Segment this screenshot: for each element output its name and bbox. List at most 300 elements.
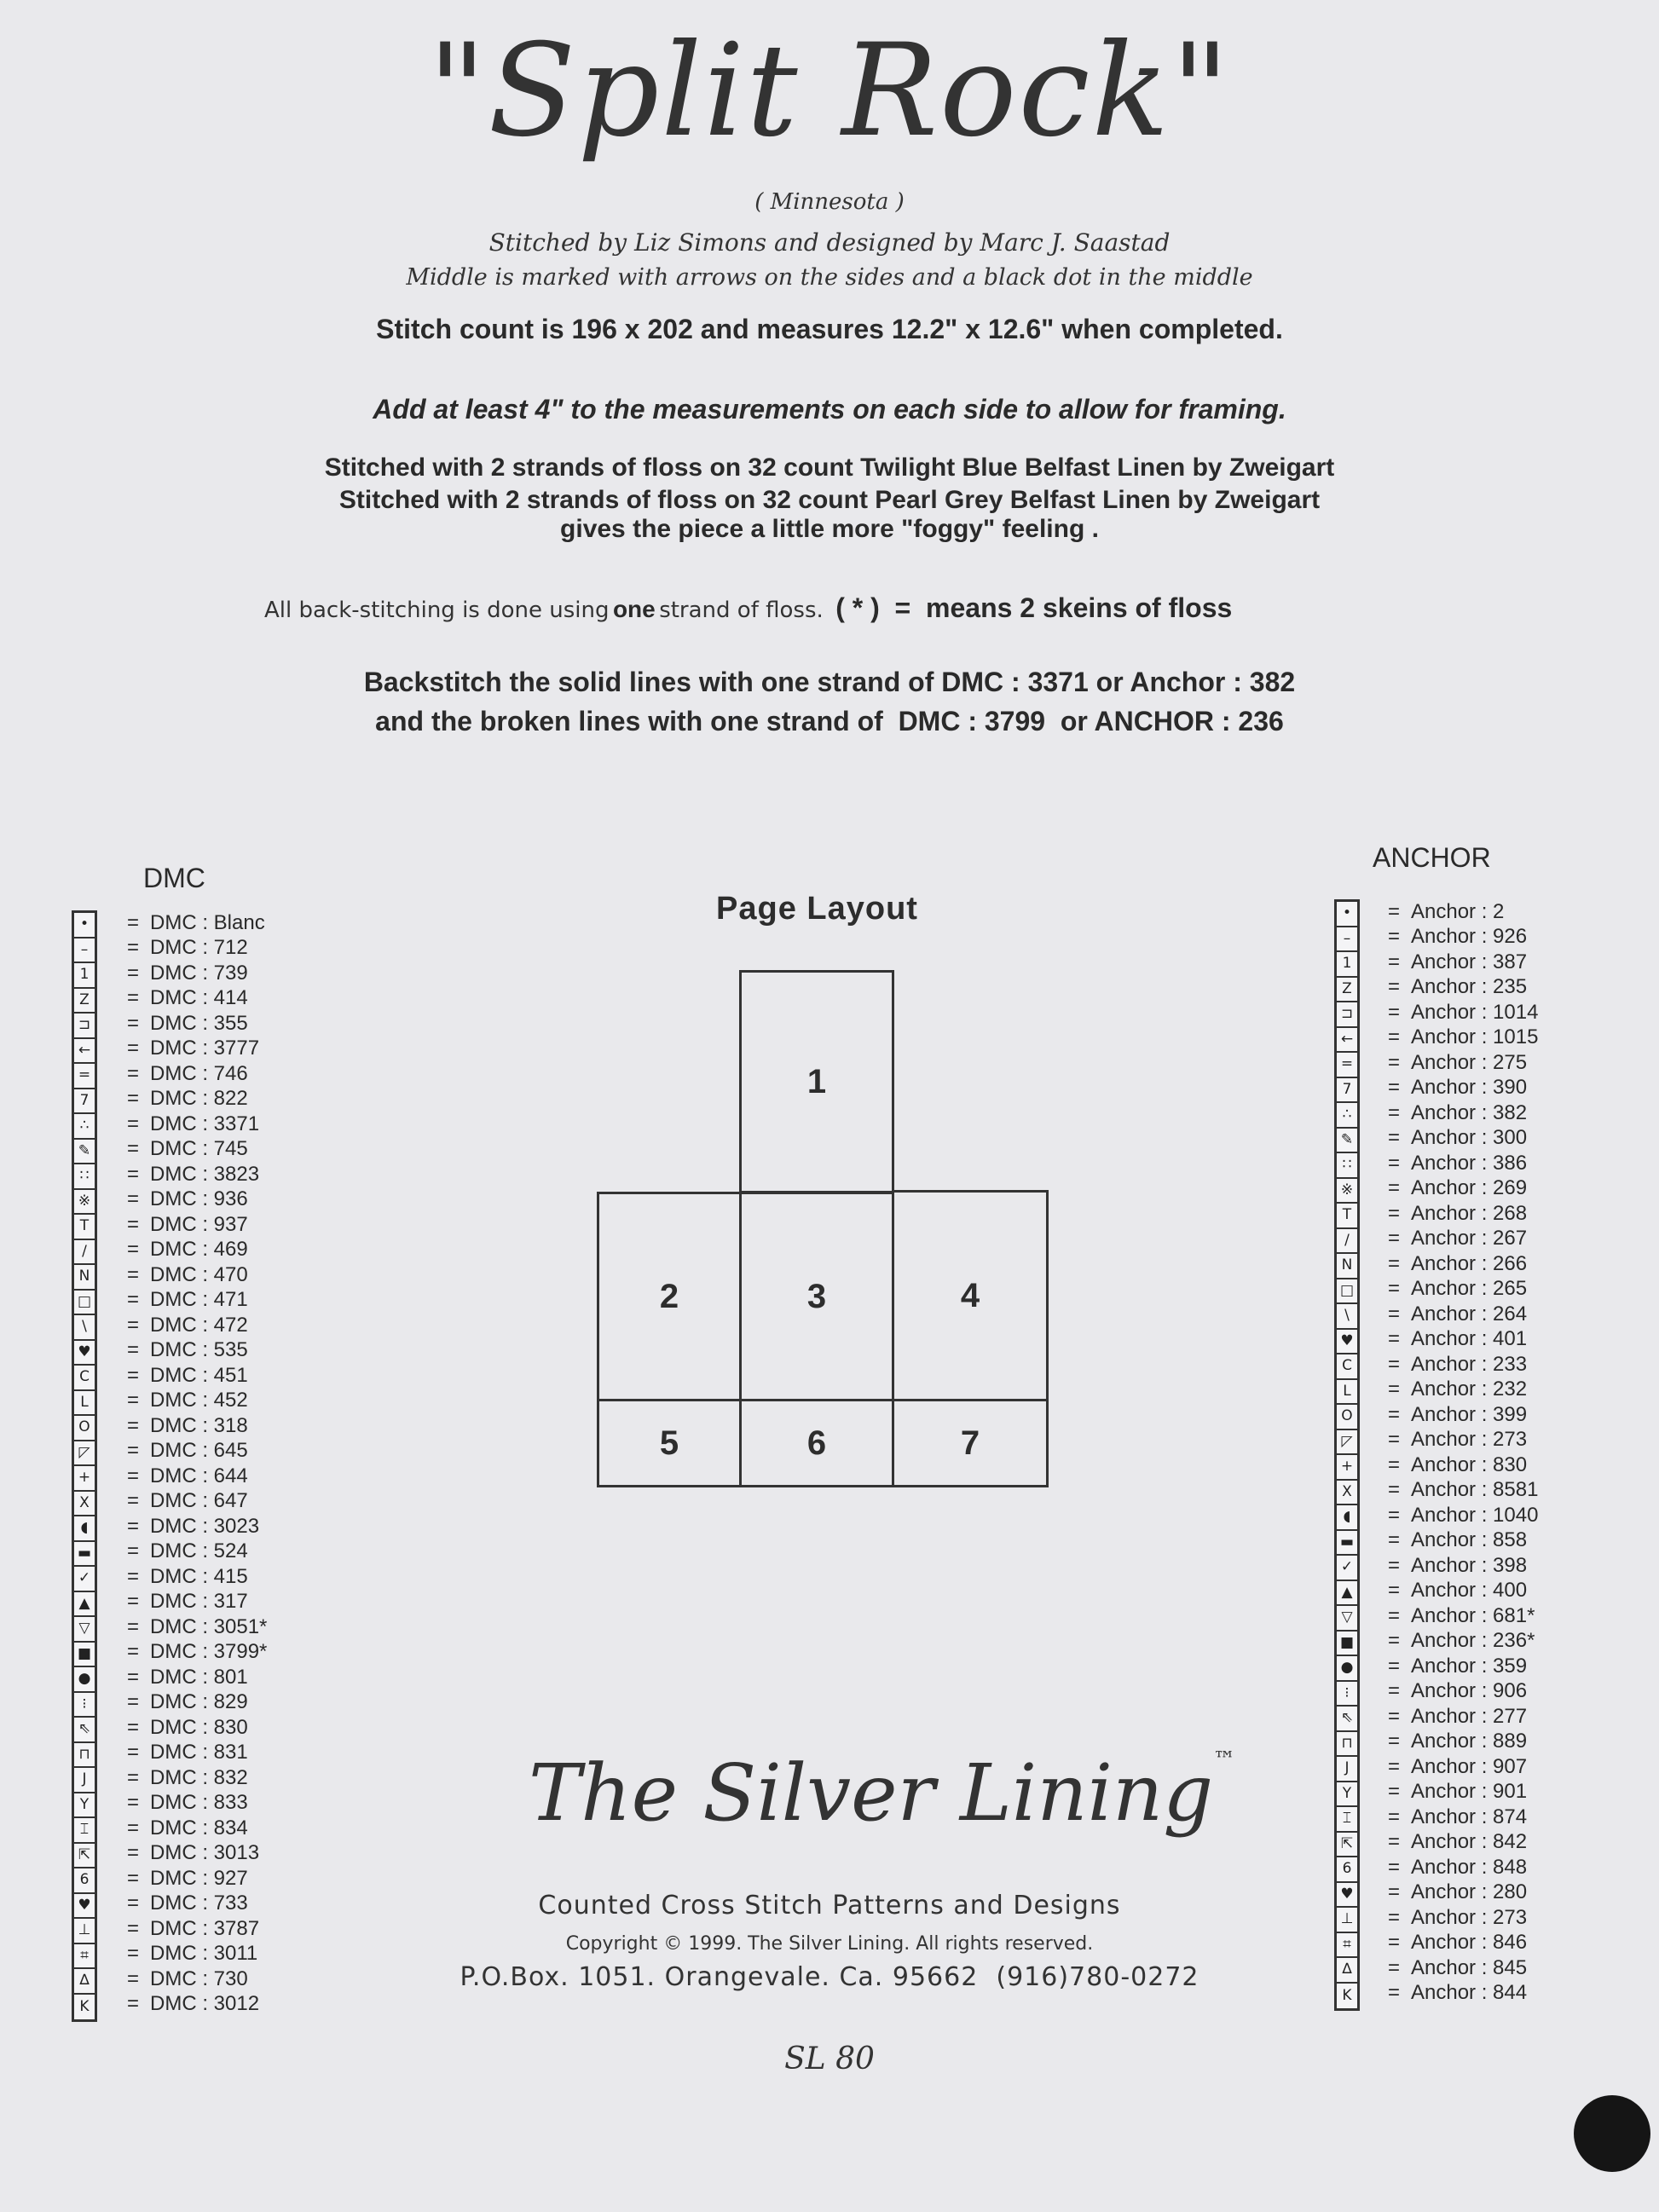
anchor-color-code: Anchor : 235	[1411, 975, 1528, 999]
backstitch-floss-note	[264, 592, 1232, 624]
anchor-color-code: Anchor : 681*	[1411, 1603, 1535, 1627]
equals-sign: =	[1387, 1805, 1400, 1828]
anchor-list-item	[1377, 1478, 1538, 1504]
anchor-symbol: ←	[1337, 1028, 1357, 1054]
anchor-color-list	[1377, 899, 1538, 2006]
anchor-color-code: Anchor : 273	[1411, 1905, 1528, 1929]
anchor-symbol: L	[1337, 1380, 1357, 1406]
address-line: P.O.Box. 1051. Orangevale. Ca. 95662 (916)780-0272	[460, 1962, 1199, 1992]
dmc-symbol: ✓	[74, 1567, 95, 1592]
page-layout-title: Page Layout	[716, 891, 918, 927]
credits-line: Stitched by Liz Simons and designed by Marc J. Saastad	[488, 228, 1171, 257]
equals-sign: =	[126, 1891, 139, 1915]
fabric-line-2: Stitched with 2 strands of floss on 32 count Pearl Grey Belfast Linen by Zweigart	[338, 486, 1321, 514]
anchor-list-item	[1377, 1227, 1538, 1252]
dmc-list-item	[116, 1464, 267, 1489]
fabric-line-3: gives the piece a little more "foggy" feeling .	[560, 515, 1099, 543]
dmc-list-item	[116, 1765, 267, 1791]
anchor-list-item	[1377, 1050, 1538, 1076]
anchor-color-code: Anchor : 1040	[1411, 1503, 1539, 1527]
page-box-6: 6	[739, 1399, 894, 1487]
dmc-color-code: DMC : 712	[150, 936, 248, 960]
anchor-color-code: Anchor : 844	[1411, 1981, 1528, 2005]
anchor-list-item	[1377, 1830, 1538, 1856]
anchor-color-code: Anchor : 842	[1411, 1830, 1528, 1854]
equals-sign: =	[126, 1992, 139, 2016]
equals-sign: =	[126, 1011, 139, 1035]
page-box-3: 3	[739, 1192, 894, 1401]
anchor-color-code: Anchor : 846	[1411, 1931, 1528, 1955]
equals-sign: =	[1387, 1629, 1400, 1653]
dmc-list-item	[116, 1087, 267, 1112]
anchor-color-code: Anchor : 399	[1411, 1402, 1528, 1426]
equals-sign: =	[126, 936, 139, 960]
anchor-color-code: Anchor : 845	[1411, 1955, 1528, 1979]
anchor-symbol: ⇱	[1337, 1833, 1357, 1858]
equals-sign: =	[126, 1137, 139, 1161]
dmc-list-item	[116, 1338, 267, 1364]
anchor-color-code: Anchor : 233	[1411, 1352, 1528, 1376]
anchor-color-code: Anchor : 387	[1411, 950, 1528, 973]
dmc-list-item	[116, 1389, 267, 1414]
equals-sign: =	[126, 1640, 139, 1664]
anchor-list-item	[1377, 1151, 1538, 1176]
pattern-code: SL 80	[784, 2042, 875, 2076]
anchor-color-code: Anchor : 1014	[1411, 1000, 1539, 1024]
equals-sign: =	[126, 1262, 139, 1286]
anchor-list-item	[1377, 1428, 1538, 1453]
equals-sign: =	[126, 1866, 139, 1890]
registration-dot	[1574, 2095, 1650, 2172]
anchor-symbol: ∴	[1337, 1103, 1357, 1129]
stitch-count: Stitch count is 196 x 202 and measures 12.2" x 12.6" when completed.	[376, 314, 1283, 344]
anchor-symbol: O	[1337, 1405, 1357, 1430]
anchor-symbol: ⇖	[1337, 1707, 1357, 1732]
dmc-symbol: ▬	[74, 1542, 95, 1568]
dmc-list-item	[116, 1841, 267, 1867]
anchor-list-item	[1377, 1352, 1538, 1377]
equals-sign: =	[1387, 1553, 1400, 1577]
equals-sign: =	[1387, 1679, 1400, 1703]
dmc-color-code: DMC : 830	[150, 1715, 248, 1739]
copyright-line: Copyright © 1999. The Silver Lining. All rights reserved.	[565, 1933, 1094, 1955]
equals-sign: =	[126, 910, 139, 934]
dmc-list-item	[116, 1061, 267, 1087]
anchor-list-item	[1377, 1503, 1538, 1528]
dmc-color-code: DMC : 472	[150, 1313, 248, 1337]
dmc-symbol: 1	[74, 963, 95, 989]
anchor-color-code: Anchor : 907	[1411, 1754, 1528, 1778]
dmc-color-code: DMC : 832	[150, 1765, 248, 1789]
middle-note: Middle is marked with arrows on the sides and a black dot in the middle	[406, 264, 1253, 291]
equals-sign: =	[1387, 1352, 1400, 1376]
dmc-symbol: ⇱	[74, 1844, 95, 1869]
equals-sign: =	[1387, 1503, 1400, 1527]
equals-sign: =	[1387, 925, 1400, 949]
dmc-list-item	[116, 1037, 267, 1062]
anchor-color-code: Anchor : 830	[1411, 1453, 1528, 1476]
equals-sign: =	[126, 1212, 139, 1236]
equals-sign: =	[126, 1112, 139, 1135]
anchor-symbol: ▬	[1337, 1531, 1357, 1556]
equals-sign: =	[126, 1942, 139, 1966]
dmc-list-item	[116, 1614, 267, 1640]
dmc-list-item	[116, 1011, 267, 1037]
anchor-symbol: ⌗	[1337, 1933, 1357, 1959]
dmc-list-item	[116, 1313, 267, 1338]
equals-sign: =	[126, 1363, 139, 1387]
equals-sign: =	[1387, 950, 1400, 973]
anchor-symbol: ●	[1337, 1656, 1357, 1682]
dmc-color-code: DMC : 3777	[150, 1037, 260, 1060]
dmc-list-item	[116, 1741, 267, 1766]
dmc-color-code: DMC : 524	[150, 1539, 248, 1563]
anchor-list-item	[1377, 1805, 1538, 1830]
dmc-symbol: ◖	[74, 1516, 95, 1542]
anchor-color-code: Anchor : 382	[1411, 1100, 1528, 1124]
framing-note: Add at least 4" to the measurements on each side to allow for framing.	[373, 394, 1286, 424]
equals-sign: =	[126, 986, 139, 1010]
anchor-list-item	[1377, 1704, 1538, 1730]
dmc-color-code: DMC : 822	[150, 1087, 248, 1111]
equals-sign: =	[126, 1061, 139, 1085]
skeins-note: ( * ) = means 2 skeins of floss	[835, 592, 1233, 623]
equals-sign: =	[1387, 1730, 1400, 1753]
dmc-symbol: K	[79, 1997, 90, 2015]
equals-sign: =	[1387, 1277, 1400, 1301]
anchor-symbol: 1	[1337, 952, 1357, 978]
anchor-symbol: ⌶	[1337, 1807, 1357, 1833]
dmc-list-item	[116, 1363, 267, 1389]
dmc-symbol: X	[74, 1492, 95, 1517]
anchor-color-code: Anchor : 400	[1411, 1579, 1528, 1603]
dmc-list-item	[116, 1413, 267, 1439]
anchor-symbol: Y	[1337, 1782, 1357, 1808]
anchor-color-code: Anchor : 232	[1411, 1377, 1528, 1401]
dmc-symbol: ▲	[74, 1592, 95, 1618]
equals-sign: =	[126, 1162, 139, 1186]
anchor-color-code: Anchor : 275	[1411, 1050, 1528, 1074]
dmc-symbol: ⁝	[74, 1693, 95, 1718]
dmc-color-code: DMC : 535	[150, 1338, 248, 1362]
anchor-symbol: ◸	[1337, 1430, 1357, 1456]
dmc-symbol: 6	[74, 1868, 95, 1894]
anchor-symbol: ∆	[1337, 1958, 1357, 1984]
equals-sign: =	[1387, 1327, 1400, 1351]
dmc-color-code: DMC : 470	[150, 1262, 248, 1286]
anchor-list-item	[1377, 1453, 1538, 1478]
dmc-list-item	[116, 1112, 267, 1137]
fabric-line-1: Stitched with 2 strands of floss on 32 count Twilight Blue Belfast Linen by Zweigart	[324, 453, 1335, 482]
dmc-symbol: ∷	[74, 1164, 95, 1190]
equals-sign: =	[126, 1590, 139, 1614]
dmc-color-code: DMC : 355	[150, 1011, 248, 1035]
dmc-list-item	[116, 1262, 267, 1288]
dmc-color-code: DMC : 937	[150, 1212, 248, 1236]
anchor-symbol: □	[1337, 1279, 1357, 1305]
dmc-symbol: C	[74, 1366, 95, 1391]
dmc-symbol: ※	[74, 1190, 95, 1216]
dmc-color-code: DMC : 746	[150, 1061, 248, 1085]
equals-sign: =	[1387, 899, 1400, 923]
dmc-list-item	[116, 1816, 267, 1841]
anchor-color-code: Anchor : 269	[1411, 1176, 1528, 1200]
anchor-symbol: K	[1342, 1986, 1352, 2004]
dmc-symbol: /	[74, 1240, 95, 1266]
anchor-color-code: Anchor : 267	[1411, 1227, 1528, 1250]
anchor-color-code: Anchor : 236*	[1411, 1629, 1535, 1653]
anchor-color-code: Anchor : 926	[1411, 925, 1528, 949]
anchor-color-code: Anchor : 273	[1411, 1428, 1528, 1452]
dmc-symbol: ∴	[74, 1114, 95, 1140]
equals-sign: =	[126, 1313, 139, 1337]
dmc-color-code: DMC : 3051*	[150, 1614, 268, 1638]
anchor-list-item	[1377, 1629, 1538, 1655]
anchor-color-code: Anchor : 906	[1411, 1679, 1528, 1703]
anchor-color-code: Anchor : 1015	[1411, 1025, 1539, 1049]
dmc-symbol: ◸	[74, 1441, 95, 1467]
equals-sign: =	[1387, 1453, 1400, 1476]
dmc-symbol: ⊐	[74, 1014, 95, 1039]
anchor-list-item	[1377, 1327, 1538, 1353]
dmc-list-item	[116, 1489, 267, 1515]
anchor-color-code: Anchor : 265	[1411, 1277, 1528, 1301]
anchor-list-item	[1377, 1251, 1538, 1277]
equals-sign: =	[1387, 1780, 1400, 1804]
equals-sign: =	[126, 961, 139, 985]
dmc-list-item	[116, 1866, 267, 1891]
dmc-symbol: 7	[74, 1089, 95, 1115]
dmc-color-code: DMC : 644	[150, 1464, 248, 1487]
anchor-color-code: Anchor : 280	[1411, 1880, 1528, 1904]
anchor-color-code: Anchor : 874	[1411, 1805, 1528, 1828]
dmc-symbol: N	[74, 1265, 95, 1291]
dmc-list-item	[116, 961, 267, 986]
anchor-list-item	[1377, 1402, 1538, 1428]
equals-sign: =	[126, 1791, 139, 1815]
dmc-list-item	[116, 1715, 267, 1741]
anchor-symbol: 6	[1337, 1857, 1357, 1883]
dmc-color-code: DMC : 3011	[150, 1942, 258, 1966]
pattern-title: "Split Rock"	[427, 17, 1232, 165]
equals-sign: =	[1387, 1931, 1400, 1955]
anchor-symbol: \	[1337, 1304, 1357, 1330]
anchor-list-item	[1377, 1126, 1538, 1152]
dmc-color-code: DMC : 745	[150, 1137, 248, 1161]
anchor-color-code: Anchor : 264	[1411, 1302, 1528, 1325]
equals-sign: =	[1387, 1025, 1400, 1049]
dmc-list-item	[116, 1187, 267, 1213]
dmc-color-code: DMC : 3787	[150, 1916, 260, 1940]
equals-sign: =	[1387, 1830, 1400, 1854]
dmc-symbol: ⊥	[74, 1919, 95, 1944]
equals-sign: =	[1387, 1050, 1400, 1074]
anchor-list-item	[1377, 950, 1538, 975]
dmc-list-item	[116, 1665, 267, 1690]
dmc-symbol: ⇖	[74, 1718, 95, 1743]
anchor-symbol: ■	[1337, 1632, 1357, 1657]
dmc-color-code: DMC : 730	[150, 1967, 248, 1990]
anchor-color-code: Anchor : 889	[1411, 1730, 1528, 1753]
backstitch-note-bold: one	[612, 596, 656, 622]
anchor-list-item	[1377, 925, 1538, 950]
dmc-symbol: ♥	[74, 1341, 95, 1366]
anchor-list-item	[1377, 1730, 1538, 1755]
anchor-color-code: Anchor : 277	[1411, 1704, 1528, 1728]
dmc-list-item	[116, 1514, 267, 1539]
dmc-symbol: J	[74, 1768, 95, 1793]
anchor-color-code: Anchor : 2	[1411, 899, 1505, 923]
anchor-symbol: ※	[1337, 1179, 1357, 1204]
dmc-symbol: O	[74, 1416, 95, 1441]
anchor-symbol: J	[1337, 1757, 1357, 1782]
equals-sign: =	[126, 1087, 139, 1111]
dmc-symbol: T	[74, 1215, 95, 1240]
equals-sign: =	[126, 1841, 139, 1865]
dmc-color-code: DMC : 833	[150, 1791, 248, 1815]
anchor-symbol: +	[1337, 1455, 1357, 1481]
dmc-symbol: ✎	[74, 1140, 95, 1165]
dmc-color-code: DMC : 414	[150, 986, 248, 1010]
dmc-list-item	[116, 1539, 267, 1565]
anchor-color-code: Anchor : 858	[1411, 1528, 1528, 1552]
anchor-list-item	[1377, 1176, 1538, 1202]
dmc-color-code: DMC : 733	[150, 1891, 248, 1915]
equals-sign: =	[1387, 1100, 1400, 1124]
dmc-color-code: DMC : 415	[150, 1564, 248, 1588]
anchor-list-item	[1377, 1780, 1538, 1805]
anchor-color-code: Anchor : 359	[1411, 1654, 1528, 1678]
dmc-color-code: DMC : 3371	[150, 1112, 260, 1135]
backstitch-note-post: strand of floss.	[659, 598, 824, 623]
anchor-list-item	[1377, 1679, 1538, 1705]
dmc-color-code: DMC : 927	[150, 1866, 248, 1890]
backstitch-note-pre: All back-stitching is done using	[264, 598, 610, 623]
anchor-symbol: ♥	[1337, 1330, 1357, 1355]
anchor-list-item	[1377, 1201, 1538, 1227]
anchor-list-item	[1377, 1302, 1538, 1327]
dmc-color-code: DMC : Blanc	[150, 910, 265, 934]
anchor-list-item	[1377, 1100, 1538, 1126]
dmc-color-code: DMC : 469	[150, 1238, 248, 1262]
dmc-color-code: DMC : 3012	[150, 1992, 260, 2016]
anchor-symbol: ♥	[1337, 1883, 1357, 1909]
dmc-list-item	[116, 1288, 267, 1314]
equals-sign: =	[126, 1715, 139, 1739]
dmc-list-item	[116, 1439, 267, 1464]
anchor-list-item	[1377, 899, 1538, 925]
dmc-color-code: DMC : 739	[150, 961, 248, 985]
anchor-color-code: Anchor : 266	[1411, 1251, 1528, 1275]
anchor-color-code: Anchor : 268	[1411, 1201, 1528, 1225]
equals-sign: =	[1387, 1302, 1400, 1325]
equals-sign: =	[126, 1187, 139, 1211]
dmc-color-code: DMC : 801	[150, 1665, 248, 1689]
anchor-symbol: ⊓	[1337, 1732, 1357, 1758]
equals-sign: =	[1387, 1603, 1400, 1627]
dmc-color-code: DMC : 3799*	[150, 1640, 268, 1664]
dmc-color-code: DMC : 318	[150, 1413, 248, 1437]
equals-sign: =	[1387, 1151, 1400, 1175]
dmc-list-item	[116, 936, 267, 962]
anchor-color-code: Anchor : 398	[1411, 1553, 1528, 1577]
anchor-list-item	[1377, 1528, 1538, 1554]
anchor-symbol: ✎	[1337, 1129, 1357, 1154]
anchor-symbol: ∷	[1337, 1153, 1357, 1179]
equals-sign: =	[1387, 1704, 1400, 1728]
equals-sign: =	[126, 1514, 139, 1538]
page-box-7: 7	[892, 1399, 1049, 1487]
equals-sign: =	[126, 1288, 139, 1312]
page-box-5: 5	[597, 1399, 742, 1487]
anchor-list-item	[1377, 1000, 1538, 1025]
dmc-list-item	[116, 910, 267, 936]
brand-tagline: Counted Cross Stitch Patterns and Designs	[538, 1891, 1121, 1920]
equals-sign: =	[1387, 1428, 1400, 1452]
anchor-list-item	[1377, 1076, 1538, 1101]
anchor-symbol: •	[1337, 902, 1357, 927]
equals-sign: =	[126, 1564, 139, 1588]
dmc-color-code: DMC : 317	[150, 1590, 248, 1614]
equals-sign: =	[126, 1765, 139, 1789]
dmc-symbol: =	[74, 1064, 95, 1089]
anchor-color-code: Anchor : 848	[1411, 1855, 1528, 1879]
backstitch-broken-line: and the broken lines with one strand of DMC : 3799 or ANCHOR : 236	[375, 706, 1284, 736]
anchor-list-item	[1377, 1603, 1538, 1629]
equals-sign: =	[1387, 1654, 1400, 1678]
anchor-symbol: ✓	[1337, 1556, 1357, 1581]
equals-sign: =	[126, 1389, 139, 1412]
anchor-symbol: T	[1337, 1204, 1357, 1229]
anchor-list-item	[1377, 1754, 1538, 1780]
equals-sign: =	[1387, 1377, 1400, 1401]
equals-sign: =	[1387, 1076, 1400, 1100]
anchor-symbol: ⊐	[1337, 1002, 1357, 1028]
anchor-color-code: Anchor : 8581	[1411, 1478, 1539, 1502]
anchor-color-code: Anchor : 300	[1411, 1126, 1528, 1150]
brand-logo	[529, 1747, 1235, 1839]
equals-sign: =	[1387, 1176, 1400, 1200]
dmc-heading: DMC	[143, 863, 205, 893]
equals-sign: =	[126, 1690, 139, 1714]
dmc-list-item	[116, 1791, 267, 1816]
anchor-symbol: ▲	[1337, 1581, 1357, 1607]
dmc-color-code: DMC : 829	[150, 1690, 248, 1714]
dmc-color-code: DMC : 831	[150, 1741, 248, 1764]
equals-sign: =	[1387, 1579, 1400, 1603]
equals-sign: =	[1387, 1402, 1400, 1426]
dmc-color-code: DMC : 471	[150, 1288, 248, 1312]
dmc-symbol: ♥	[74, 1894, 95, 1920]
equals-sign: =	[126, 1489, 139, 1513]
dmc-symbol-column	[72, 910, 97, 2022]
equals-sign: =	[1387, 1905, 1400, 1929]
dmc-symbol: ▽	[74, 1617, 95, 1643]
equals-sign: =	[1387, 1126, 1400, 1150]
equals-sign: =	[126, 1338, 139, 1362]
equals-sign: =	[1387, 1955, 1400, 1979]
anchor-heading: ANCHOR	[1373, 842, 1491, 873]
dmc-color-code: DMC : 452	[150, 1389, 248, 1412]
dmc-symbol: ←	[74, 1039, 95, 1065]
trademark-mark: ™	[1213, 1747, 1236, 1773]
dmc-list-item	[116, 1590, 267, 1615]
page-box-4: 4	[892, 1190, 1049, 1401]
dmc-list-item	[116, 986, 267, 1012]
dmc-list-item	[116, 1162, 267, 1187]
anchor-color-code: Anchor : 401	[1411, 1327, 1528, 1351]
anchor-symbol: =	[1337, 1053, 1357, 1078]
